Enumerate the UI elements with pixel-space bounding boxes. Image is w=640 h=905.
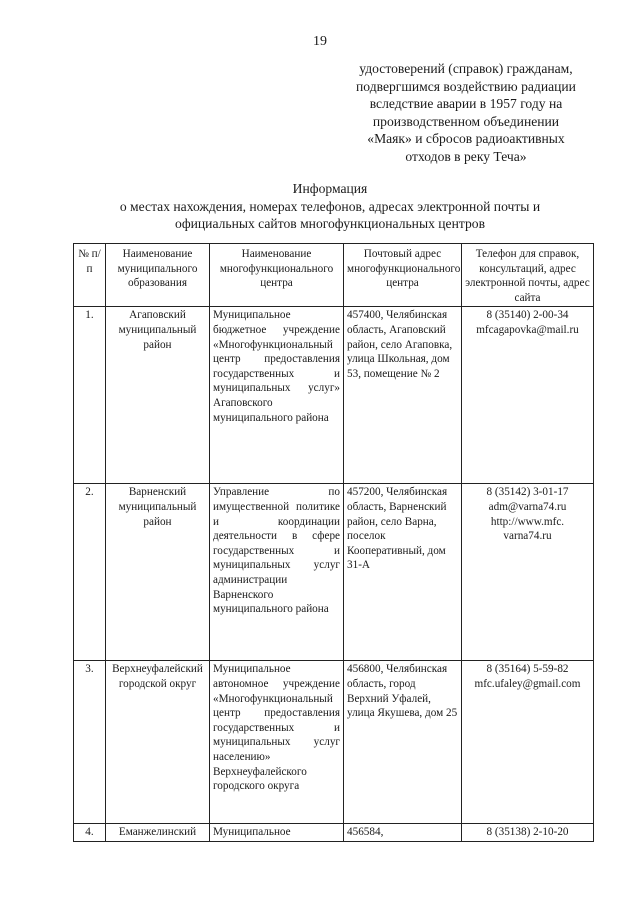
postal-address: 457200, Челябинская область, Варненский район, село Варна, поселок Кооперативный, дом 31-А xyxy=(344,484,462,661)
website-url: varna74.ru xyxy=(503,530,552,543)
title-line: о местах нахождения, номерах телефонов, адресах электронной почты и xyxy=(119,198,541,214)
mfc-table xyxy=(73,243,594,842)
municipality-name: Верхнеуфалейский городской округ xyxy=(106,661,210,824)
phone-number: 8 (35138) 2-10-20 xyxy=(486,826,569,839)
table-row xyxy=(74,307,594,484)
phone-number: 8 (35140) 2-00-34 xyxy=(486,309,569,322)
document-subject xyxy=(336,60,596,165)
row-number: 3. xyxy=(74,661,106,824)
phone-number: 8 (35164) 5-59-82 xyxy=(486,663,569,676)
center-name: Муниципальное xyxy=(210,824,344,842)
subject-line: вследствие аварии в 1957 году на xyxy=(369,96,563,111)
table-row xyxy=(74,484,594,661)
col-header-municipality: Наименование муниципального образования xyxy=(106,244,210,307)
col-header-contacts: Телефон для справок, консультаций, адрес электронной почты, адрес сайта xyxy=(462,244,594,307)
contacts-cell xyxy=(462,484,594,661)
email-address: mfc.ufaley@gmail.com xyxy=(474,677,581,690)
title-heading: Информация xyxy=(292,181,368,196)
postal-address: 456800, Челябинская область, город Верхний Уфалей, улица Якушева, дом 25 xyxy=(344,661,462,824)
subject-line: подвергшимся воздействию радиации xyxy=(356,78,576,94)
row-number: 1. xyxy=(74,307,106,484)
contacts-cell xyxy=(462,824,594,842)
contacts-cell xyxy=(462,661,594,824)
table-row xyxy=(74,824,594,842)
subject-line: удостоверений (справок) гражданам, xyxy=(359,61,573,76)
email-address: mfcagapovka@mail.ru xyxy=(476,323,579,336)
subject-line: отходов в реку Теча» xyxy=(405,148,527,164)
table-header-row xyxy=(74,244,594,307)
page-number: 19 xyxy=(313,34,327,49)
phone-number: 8 (35142) 3-01-17 xyxy=(486,486,569,499)
row-number: 2. xyxy=(74,484,106,661)
subject-line: производственном объединении xyxy=(372,113,560,129)
center-name: Муниципальное автономное учреждение «Многофункциональный центр предоставления государственных и муниципальных услуг населению» Верхнеуфалейского городского округа xyxy=(210,661,344,824)
municipality-name: Еманжелинский xyxy=(106,824,210,842)
postal-address: 456584, xyxy=(344,824,462,842)
col-header-address: Почтовый адрес многофункционального центра xyxy=(344,244,462,307)
section-title xyxy=(60,180,600,233)
website-url: http://www.mfc. xyxy=(490,515,565,528)
center-name: Муниципальное бюджетное учреждение «Многофункциональный центр предоставления государственных и муниципальных услуг» Агаповского муниципального района xyxy=(210,307,344,484)
municipality-name: Агаповский муниципальный район xyxy=(106,307,210,484)
subject-line: «Маяк» и сбросов радиоактивных xyxy=(367,131,565,146)
postal-address: 457400, Челябинская область, Агаповский район, село Агаповка, улица Школьная, дом 53, помещение № 2 xyxy=(344,307,462,484)
municipality-name: Варненский муниципальный район xyxy=(106,484,210,661)
title-line: официальных сайтов многофункциональных центров xyxy=(175,216,485,231)
col-header-number: № п/п xyxy=(74,244,106,307)
col-header-center: Наименование многофункционального центра xyxy=(210,244,344,307)
email-address: adm@varna74.ru xyxy=(488,500,567,513)
center-name: Управление по имущественной политике и координации деятельности в сфере государственных и муниципальных услуг администрации Варненского муниципального района xyxy=(210,484,344,661)
contacts-cell xyxy=(462,307,594,484)
table-row xyxy=(74,661,594,824)
row-number: 4. xyxy=(74,824,106,842)
